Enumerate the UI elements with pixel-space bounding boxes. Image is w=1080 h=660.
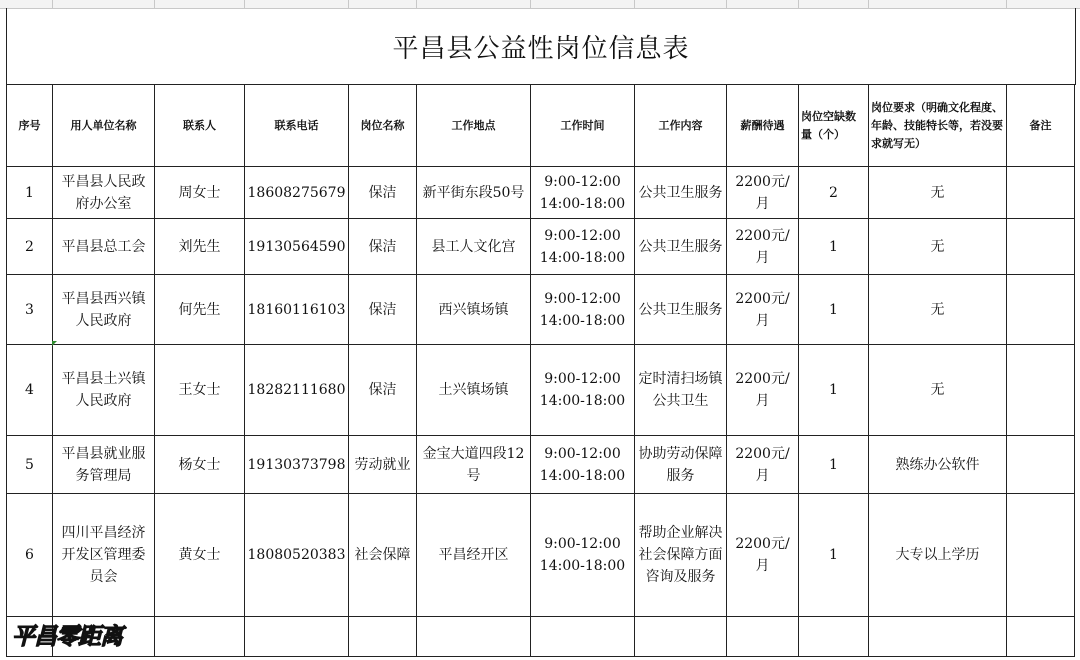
- cell-remark[interactable]: [1007, 167, 1075, 219]
- cell-content[interactable]: 公共卫生服务: [635, 219, 727, 275]
- cell-position[interactable]: 保洁: [349, 219, 417, 275]
- header-row: [7, 85, 1075, 167]
- watermark-logo: 平昌零距离: [12, 624, 122, 650]
- cell-salary[interactable]: 2200元/月: [727, 494, 799, 617]
- cell-phone[interactable]: 18160116103: [245, 275, 349, 345]
- cell-position[interactable]: 保洁: [349, 167, 417, 219]
- cell-contact[interactable]: 何先生: [155, 275, 245, 345]
- spreadsheet: [6, 8, 1080, 660]
- empty-row: [7, 617, 1075, 657]
- job-info-table: [6, 84, 1075, 657]
- cell-phone[interactable]: 18080520383: [245, 494, 349, 617]
- cell-contact[interactable]: 刘先生: [155, 219, 245, 275]
- cell-remark[interactable]: [1007, 494, 1075, 617]
- cell-employer[interactable]: 四川平昌经济开发区管理委员会: [53, 494, 155, 617]
- empty-cell[interactable]: [531, 617, 635, 657]
- cell-phone[interactable]: 19130564590: [245, 219, 349, 275]
- cell-requirement[interactable]: 无: [869, 275, 1007, 345]
- cell-phone[interactable]: 19130373798: [245, 436, 349, 494]
- cell-location[interactable]: 西兴镇场镇: [417, 275, 531, 345]
- table-row: [7, 219, 1075, 275]
- header-cell-content[interactable]: 工作内容: [635, 85, 727, 167]
- cell-time[interactable]: [531, 167, 635, 219]
- cell-vacancies[interactable]: 1: [799, 345, 869, 436]
- cell-location[interactable]: 金宝大道四段12号: [417, 436, 531, 494]
- cell-contact[interactable]: 黄女士: [155, 494, 245, 617]
- cell-location[interactable]: 土兴镇场镇: [417, 345, 531, 436]
- cell-requirement[interactable]: 无: [869, 219, 1007, 275]
- cell-remark[interactable]: [1007, 275, 1075, 345]
- cell-requirement[interactable]: 无: [869, 167, 1007, 219]
- time-morning: 9:00-12:00: [544, 445, 621, 462]
- header-cell-phone[interactable]: 联系电话: [245, 85, 349, 167]
- cell-content[interactable]: 公共卫生服务: [635, 167, 727, 219]
- table-title-cell[interactable]: [6, 8, 1076, 85]
- cell-position[interactable]: 劳动就业: [349, 436, 417, 494]
- cell-employer[interactable]: 平昌县人民政府办公室: [53, 167, 155, 219]
- cell-position[interactable]: 保洁: [349, 275, 417, 345]
- header-cell-time[interactable]: 工作时间: [531, 85, 635, 167]
- cell-time[interactable]: [531, 219, 635, 275]
- time-morning: 9:00-12:00: [544, 536, 621, 552]
- time-afternoon: 14:00-18:00: [539, 195, 626, 212]
- header-cell-remark[interactable]: 备注: [1007, 85, 1075, 167]
- cell-content[interactable]: 定时清扫场镇公共卫生: [635, 345, 727, 436]
- empty-cell[interactable]: [869, 617, 1007, 657]
- cell-time[interactable]: [531, 436, 635, 494]
- cell-remark[interactable]: [1007, 436, 1075, 494]
- empty-cell[interactable]: [155, 617, 245, 657]
- cell-vacancies[interactable]: 1: [799, 494, 869, 617]
- cell-no[interactable]: 5: [7, 436, 53, 494]
- cell-no[interactable]: 2: [7, 219, 53, 275]
- cell-location[interactable]: 平昌经开区: [417, 494, 531, 617]
- cell-comment-marker: [52, 341, 57, 346]
- cell-contact[interactable]: 周女士: [155, 167, 245, 219]
- cell-phone[interactable]: 18608275679: [245, 167, 349, 219]
- cell-requirement[interactable]: 熟练办公软件: [869, 436, 1007, 494]
- cell-remark[interactable]: [1007, 219, 1075, 275]
- cell-no[interactable]: 4: [7, 345, 53, 436]
- cell-contact[interactable]: 王女士: [155, 345, 245, 436]
- time-morning: 9:00-12:00: [544, 173, 621, 190]
- cell-employer[interactable]: 平昌县就业服务管理局: [53, 436, 155, 494]
- cell-salary[interactable]: 2200元/月: [727, 436, 799, 494]
- time-afternoon: 14:00-18:00: [539, 467, 626, 484]
- cell-vacancies[interactable]: 1: [799, 436, 869, 494]
- empty-cell[interactable]: [245, 617, 349, 657]
- table-row: [7, 494, 1075, 617]
- cell-time[interactable]: [531, 345, 635, 436]
- cell-no[interactable]: 1: [7, 167, 53, 219]
- cell-employer[interactable]: 平昌县土兴镇人民政府: [53, 345, 155, 436]
- cell-salary[interactable]: 2200元/月: [727, 345, 799, 436]
- time-morning: 9:00-12:00: [544, 371, 621, 387]
- empty-cell[interactable]: [799, 617, 869, 657]
- table-title: 平昌县公益性岗位信息表: [392, 33, 690, 64]
- cell-requirement[interactable]: 大专以上学历: [869, 494, 1007, 617]
- cell-employer[interactable]: 平昌县总工会: [53, 219, 155, 275]
- empty-cell[interactable]: [417, 617, 531, 657]
- empty-cell[interactable]: [635, 617, 727, 657]
- cell-requirement[interactable]: 无: [869, 345, 1007, 436]
- cell-vacancies[interactable]: 1: [799, 219, 869, 275]
- cell-no[interactable]: 3: [7, 275, 53, 345]
- cell-salary[interactable]: 2200元/月: [727, 275, 799, 345]
- cell-phone[interactable]: 18282111680: [245, 345, 349, 436]
- cell-content[interactable]: 公共卫生服务: [635, 275, 727, 345]
- header-cell-vacancies[interactable]: 岗位空缺数量（个）: [799, 85, 869, 167]
- cell-remark[interactable]: [1007, 345, 1075, 436]
- header-cell-employer[interactable]: 用人单位名称: [53, 85, 155, 167]
- cell-time[interactable]: [531, 275, 635, 345]
- table-row: [7, 275, 1075, 345]
- empty-cell[interactable]: [727, 617, 799, 657]
- table-row: [7, 436, 1075, 494]
- time-afternoon: 14:00-18:00: [539, 393, 626, 409]
- empty-cell[interactable]: [349, 617, 417, 657]
- header-cell-salary[interactable]: 薪酬待遇: [727, 85, 799, 167]
- time-morning: 9:00-12:00: [544, 227, 621, 244]
- table-row: [7, 167, 1075, 219]
- empty-cell[interactable]: [1007, 617, 1075, 657]
- cell-no[interactable]: 6: [7, 494, 53, 617]
- header-cell-no[interactable]: 序号: [7, 85, 53, 167]
- cell-position[interactable]: 保洁: [349, 345, 417, 436]
- cell-employer[interactable]: 平昌县西兴镇人民政府: [53, 275, 155, 345]
- time-morning: 9:00-12:00: [544, 290, 621, 307]
- header-cell-position[interactable]: 岗位名称: [349, 85, 417, 167]
- header-cell-requirement[interactable]: 岗位要求（明确文化程度、年龄、技能特长等，若没要求就写无）: [869, 85, 1007, 167]
- table-row: [7, 345, 1075, 436]
- cell-contact[interactable]: 杨女士: [155, 436, 245, 494]
- time-afternoon: 14:00-18:00: [539, 312, 626, 329]
- cell-position[interactable]: 社会保障: [349, 494, 417, 617]
- cell-location[interactable]: 县工人文化宫: [417, 219, 531, 275]
- cell-salary[interactable]: 2200元/月: [727, 167, 799, 219]
- cell-location[interactable]: 新平街东段50号: [417, 167, 531, 219]
- cell-content[interactable]: 帮助企业解决社会保障方面咨询及服务: [635, 494, 727, 617]
- header-cell-contact[interactable]: 联系人: [155, 85, 245, 167]
- time-afternoon: 14:00-18:00: [539, 249, 626, 266]
- cell-salary[interactable]: 2200元/月: [727, 219, 799, 275]
- cell-vacancies[interactable]: 2: [799, 167, 869, 219]
- time-afternoon: 14:00-18:00: [539, 558, 626, 574]
- header-cell-location[interactable]: 工作地点: [417, 85, 531, 167]
- cell-time[interactable]: [531, 494, 635, 617]
- cell-content[interactable]: 协助劳动保障服务: [635, 436, 727, 494]
- cell-vacancies[interactable]: 1: [799, 275, 869, 345]
